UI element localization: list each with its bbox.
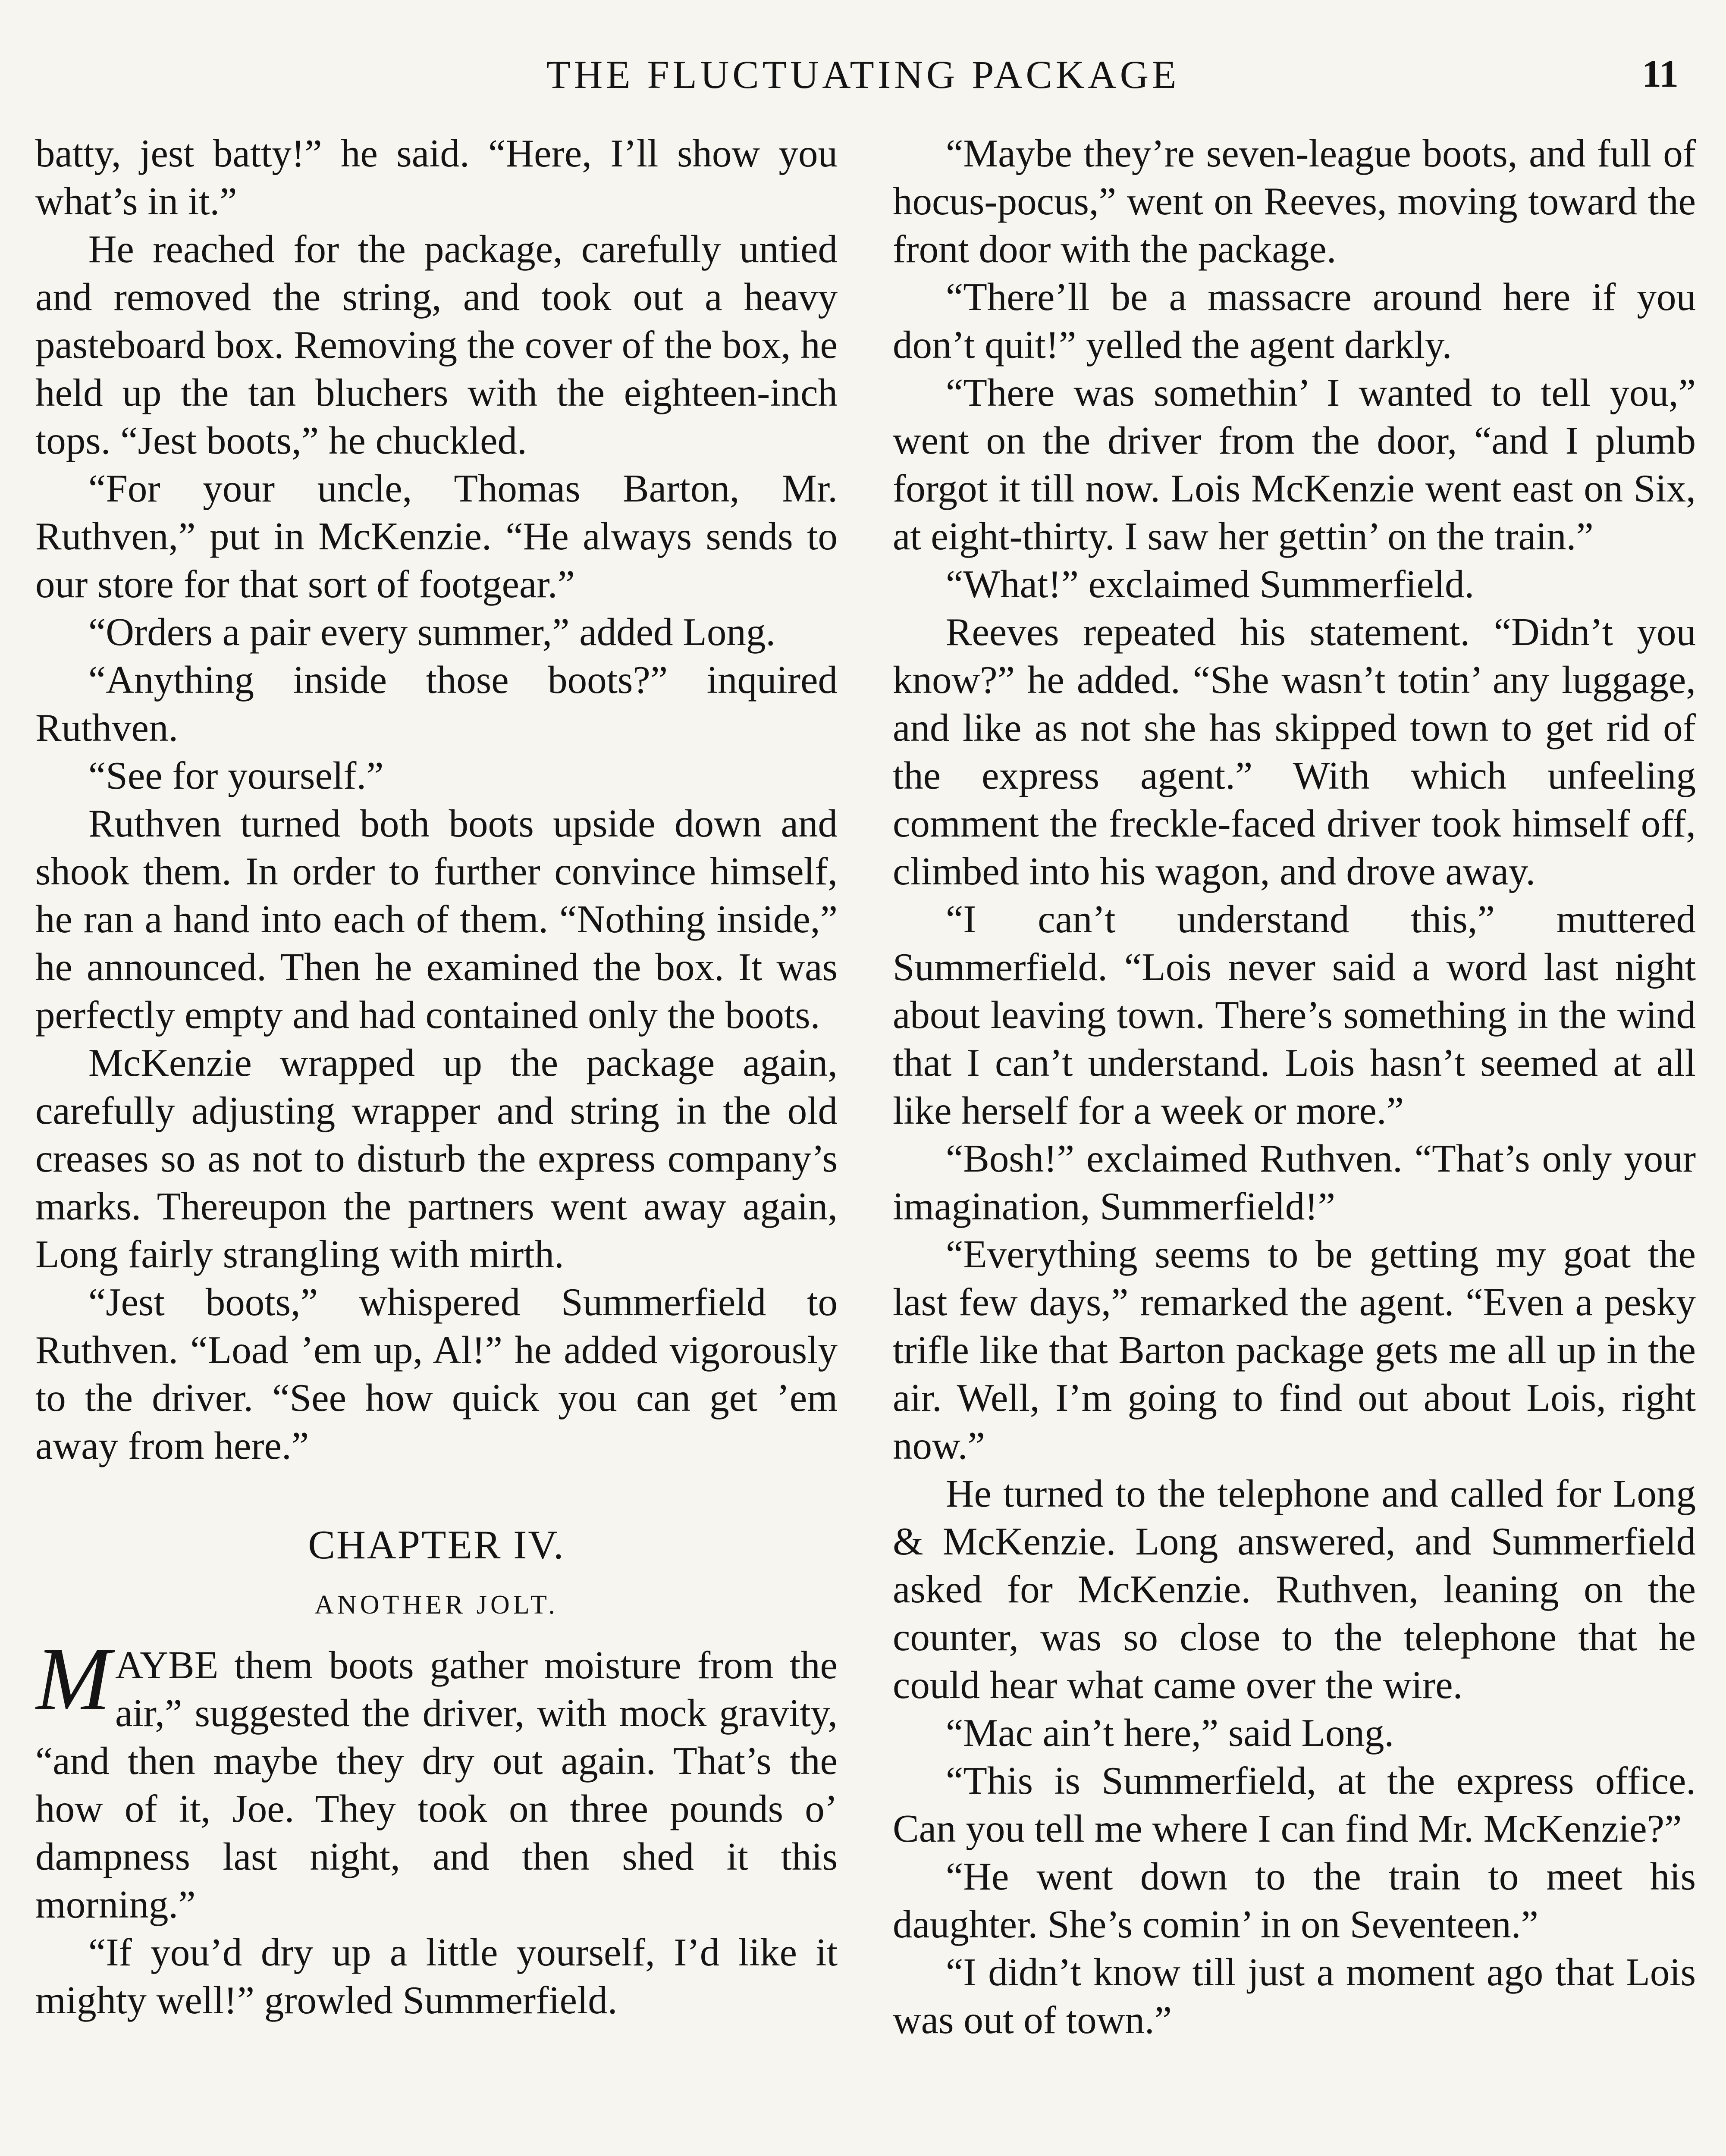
- chapter-heading: CHAPTER IV.: [308, 1523, 565, 1567]
- chapter-subtitle: ANOTHER JOLT.: [314, 1590, 559, 1620]
- paragraph: He turned to the telephone and called for Long & McKenzie. Long answered, and Summerfield asked for McKenzie. Ruthven, leaning on the counter, was so close to the telephone that he could hear what came over the wire.: [893, 1472, 1696, 1707]
- paragraph: Ruthven turned both boots upside down and shook them. In order to further convince himself, he ran a hand into each of them. “Nothing inside,” he announced. Then he examined the box. It was perfectly empty and had contained only the boots.: [35, 802, 838, 1037]
- chapter-opening-text: AYBE them boots gather moisture from the air,” suggested the driver, with mock gravity, “and then maybe they dry out again. That’s the how of it, Joe. They took on three pounds o’ dampness last night, and then shed it this morning.”: [35, 1643, 838, 1926]
- drop-cap: M: [35, 1629, 111, 1729]
- right-column: [893, 129, 1696, 2156]
- paragraph: “Orders a pair every summer,” added Long.: [88, 610, 776, 654]
- paragraph: “See for yourself.”: [88, 754, 384, 797]
- paragraph: “Anything inside those boots?” inquired Ruthven.: [35, 658, 838, 749]
- paragraph: “There was somethin’ I wanted to tell you,” went on the driver from the door, “and I plumb forgot it till now. Lois McKenzie went east on Six, at eight-thirty. I saw her gettin’ on the train.”: [893, 371, 1696, 558]
- chapter-opening-paragraph: [35, 1629, 838, 1928]
- paragraph: “Jest boots,” whispered Summerfield to Ruthven. “Load ’em up, Al!” he added vigorously to the driver. “See how quick you can get ’em away from here.”: [35, 1280, 838, 1467]
- paragraph: “I can’t understand this,” muttered Summerfield. “Lois never said a word last night about leaving town. There’s something in the wind that I can’t understand. Lois hasn’t seemed at all like herself for a week or more.”: [893, 897, 1696, 1132]
- left-column: [35, 129, 838, 2156]
- paragraph: “There’ll be a massacre around here if you don’t quit!” yelled the agent darkly.: [893, 275, 1696, 367]
- page-number: 11: [1641, 53, 1679, 95]
- paragraph: “For your uncle, Thomas Barton, Mr. Ruthven,” put in McKenzie. “He always sends to our store for that sort of footgear.”: [35, 467, 838, 606]
- page-header: [0, 52, 1726, 99]
- paragraph: “He went down to the train to meet his daughter. She’s comin’ in on Seventeen.”: [893, 1855, 1696, 1946]
- paragraph: He reached for the package, carefully untied and removed the string, and took out a heavy pasteboard box. Removing the cover of the box, he held up the tan bluchers with the eighteen-inch tops. “Jest boots,” he chuckled.: [35, 227, 838, 462]
- paragraph: “What!” exclaimed Summerfield.: [945, 562, 1475, 606]
- paragraph: McKenzie wrapped up the package again, carefully adjusting wrapper and string in the old creases so as not to disturb the express company’s marks. Thereupon the partners went away again, Long fairly strangling with mirth.: [35, 1041, 838, 1276]
- paragraph: “I didn’t know till just a moment ago that Lois was out of town.”: [893, 1950, 1696, 2042]
- paragraph: “This is Summerfield, at the express office. Can you tell me where I can find Mr. McKenzie?”: [893, 1759, 1696, 1850]
- running-title: THE FLUCTUATING PACKAGE: [546, 53, 1180, 97]
- paragraph: batty, jest batty!” he said. “Here, I’ll show you what’s in it.”: [35, 132, 838, 223]
- paragraph: “Maybe they’re seven-league boots, and full of hocus-pocus,” went on Reeves, moving toward the front door with the package.: [893, 132, 1696, 271]
- paragraph: Reeves repeated his statement. “Didn’t you know?” he added. “She wasn’t totin’ any luggage, and like as not she has skipped town to get rid of the express agent.” With which unfeeling comment the freckle-faced driver took himself off, climbed into his wagon, and drove away.: [893, 610, 1696, 893]
- paragraph: “If you’d dry up a little yourself, I’d like it mighty well!” growled Summerfield.: [35, 1930, 838, 2022]
- paragraph: “Bosh!” exclaimed Ruthven. “That’s only your imagination, Summerfield!”: [893, 1137, 1696, 1228]
- paragraph: “Everything seems to be getting my goat the last few days,” remarked the agent. “Even a pesky trifle like that Barton package gets me all up in the air. Well, I’m going to find out about Lois, right now.”: [893, 1232, 1696, 1467]
- paragraph: “Mac ain’t here,” said Long.: [945, 1711, 1394, 1755]
